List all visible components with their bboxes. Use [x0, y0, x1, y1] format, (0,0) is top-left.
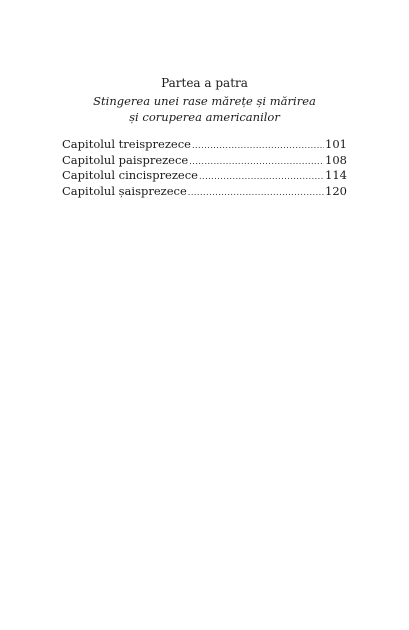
toc-entry-label: Capitolul cincisprezece	[62, 168, 198, 182]
toc-entry-label: Capitolul șaisprezece	[62, 183, 187, 198]
part-subtitle	[0, 94, 409, 125]
toc-entry	[62, 137, 347, 153]
part-title: Partea a patra	[161, 76, 248, 90]
toc-entry-page: 108	[325, 152, 347, 167]
subtitle-line-2: și coruperea americanilor	[129, 109, 280, 124]
toc-leader-dots	[189, 154, 324, 170]
toc-entry	[62, 153, 347, 169]
toc-entry-label: Capitolul treisprezece	[62, 137, 191, 151]
toc-leader-dots	[199, 169, 324, 185]
toc-leader-dots	[188, 185, 324, 201]
toc-entry-page: 114	[325, 168, 347, 182]
toc-entry-page: 120	[325, 183, 347, 198]
toc-entry-label: Capitolul paisprezece	[62, 152, 189, 167]
toc-leader-dots	[192, 138, 324, 154]
table-of-contents	[62, 137, 347, 199]
toc-entry	[62, 184, 347, 200]
toc-entry	[62, 168, 347, 184]
toc-entry-page: 101	[325, 137, 347, 151]
subtitle-line-1: Stingerea unei rase mărețe și mărirea	[93, 94, 316, 108]
